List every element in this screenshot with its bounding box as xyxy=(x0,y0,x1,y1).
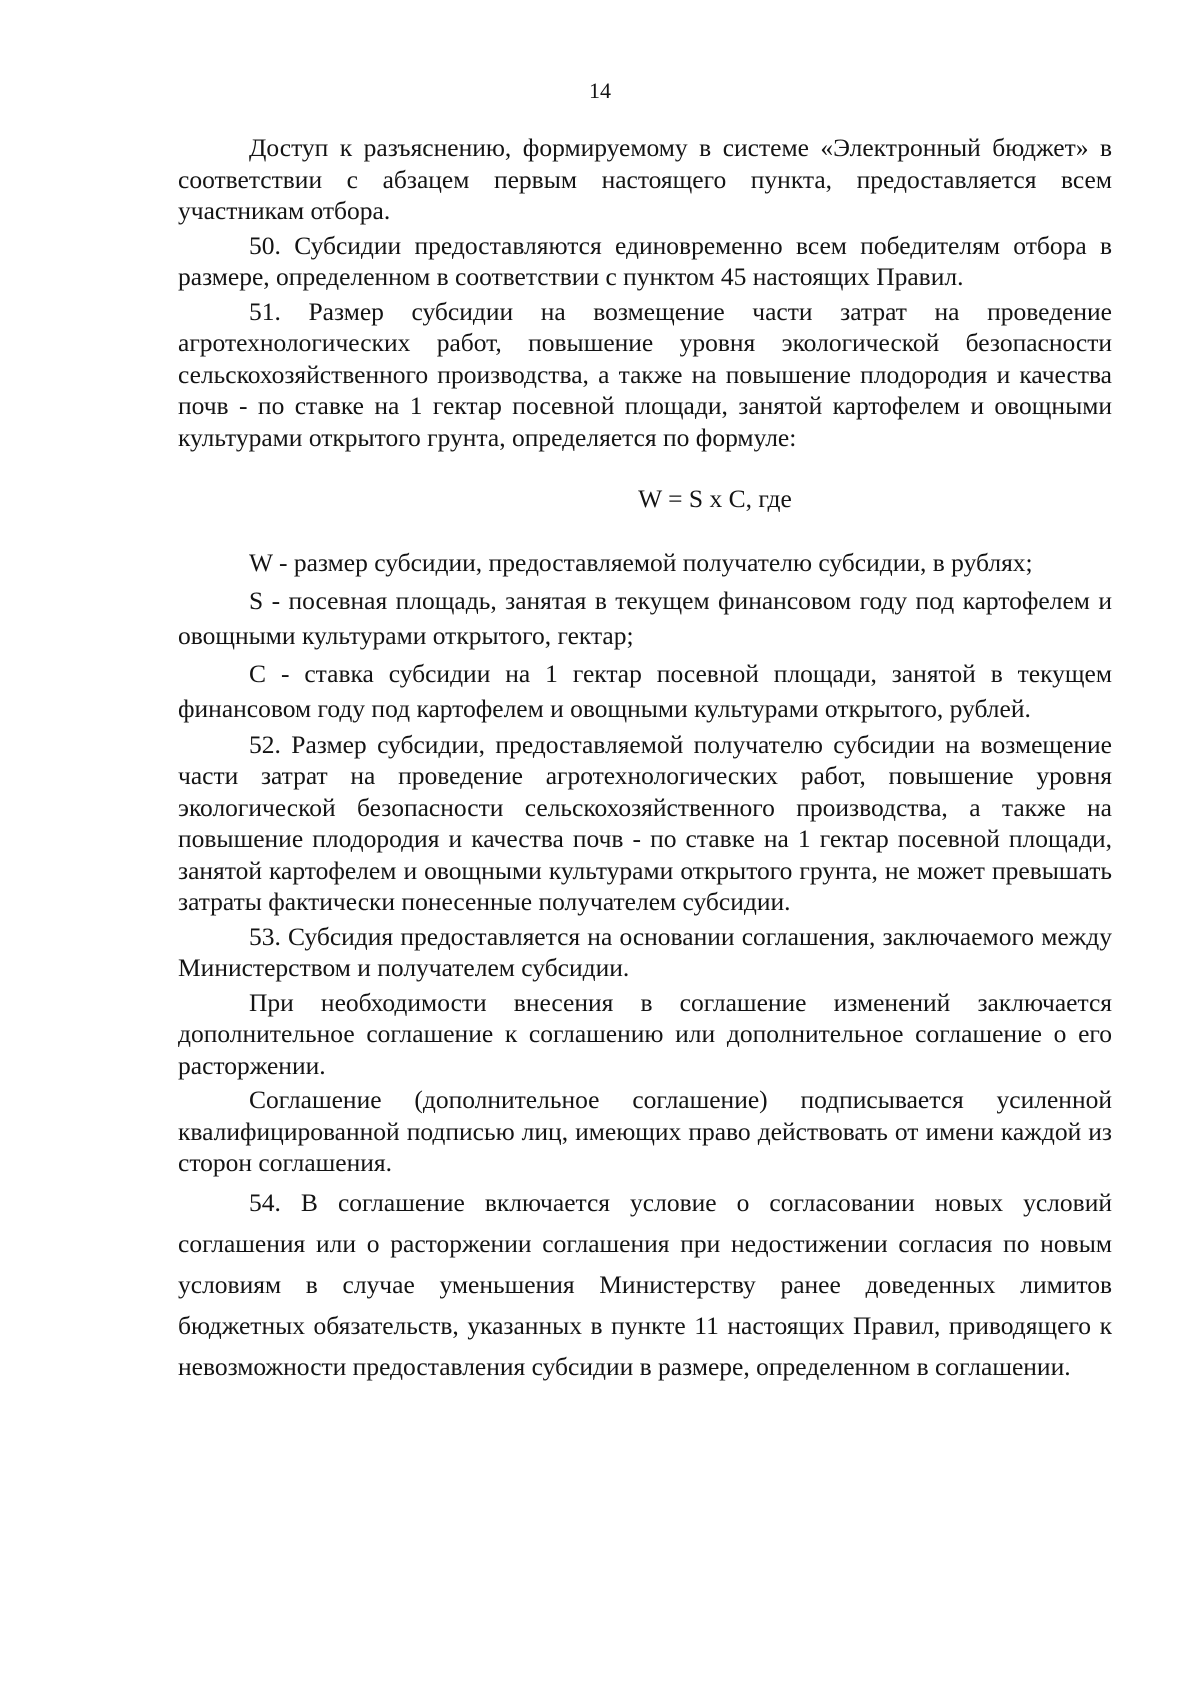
document-body xyxy=(178,132,1112,1390)
definition-c: C - ставка субсидии на 1 гектар посевной площади, занятой в текущем финансовом году под картофелем и овощными культурами открытого, рублей. xyxy=(178,658,1112,723)
page-number: 14 xyxy=(589,78,611,103)
formula: W = S x C, где xyxy=(638,484,792,513)
paragraph-51: 51. Размер субсидии на возмещение части затрат на проведение агротехнологических работ, повышение уровня экологической безопасности сельскохозяйственного производства, а также на повышение плодородия и качества почв - по ставке на 1 гектар посевной площади, занятой картофелем и овощными культурами открытого грунта, определяется по формуле: xyxy=(178,296,1112,452)
paragraph-50: 50. Субсидии предоставляются единовременно всем победителям отбора в размере, определенном в соответствии с пунктом 45 настоящих Правил. xyxy=(178,230,1112,291)
paragraph-53: 53. Субсидия предоставляется на основании соглашения, заключаемого между Министерством и получателем субсидии. xyxy=(178,921,1112,982)
paragraph-52: 52. Размер субсидии, предоставляемой получателю субсидии на возмещение части затрат на проведение агротехнологических работ, повышение уровня экологической безопасности сельскохозяйственного производства, а также на повышение плодородия и качества почв - по ставке на 1 гектар посевной площади, занятой картофелем и овощными культурами открытого грунта, не может превышать затраты фактически понесенные получателем субсидии. xyxy=(178,729,1112,916)
paragraph-signature: Соглашение (дополнительное соглашение) подписывается усиленной квалифицированной подписью лиц, имеющих право действовать от имени каждой из сторон соглашения. xyxy=(178,1085,1112,1177)
paragraph-access-clarification: Доступ к разъяснению, формируемому в системе «Электронный бюджет» в соответствии с абзацем первым настоящего пункта, предоставляется всем участникам отбора. xyxy=(178,133,1112,225)
definition-s: S - посевная площадь, занятая в текущем финансовом году под картофелем и овощными культурами открытого, гектар; xyxy=(178,585,1112,650)
paragraph-54: 54. В соглашение включается условие о согласовании новых условий соглашения или о расторжении соглашения при недостижении согласия по новым условиям в случае уменьшения Министерству ранее доведенных лимитов бюджетных обязательств, указанных в пункте 11 настоящих Правил, приводящего к невозможности предоставления субсидии в размере, определенном в соглашении. xyxy=(178,1187,1112,1381)
paragraph-amendment: При необходимости внесения в соглашение изменений заключается дополнительное соглашение к соглашению или дополнительное соглашение о его расторжении. xyxy=(178,987,1112,1080)
definition-w: W - размер субсидии, предоставляемой получателю субсидии, в рублях; xyxy=(249,547,1033,577)
